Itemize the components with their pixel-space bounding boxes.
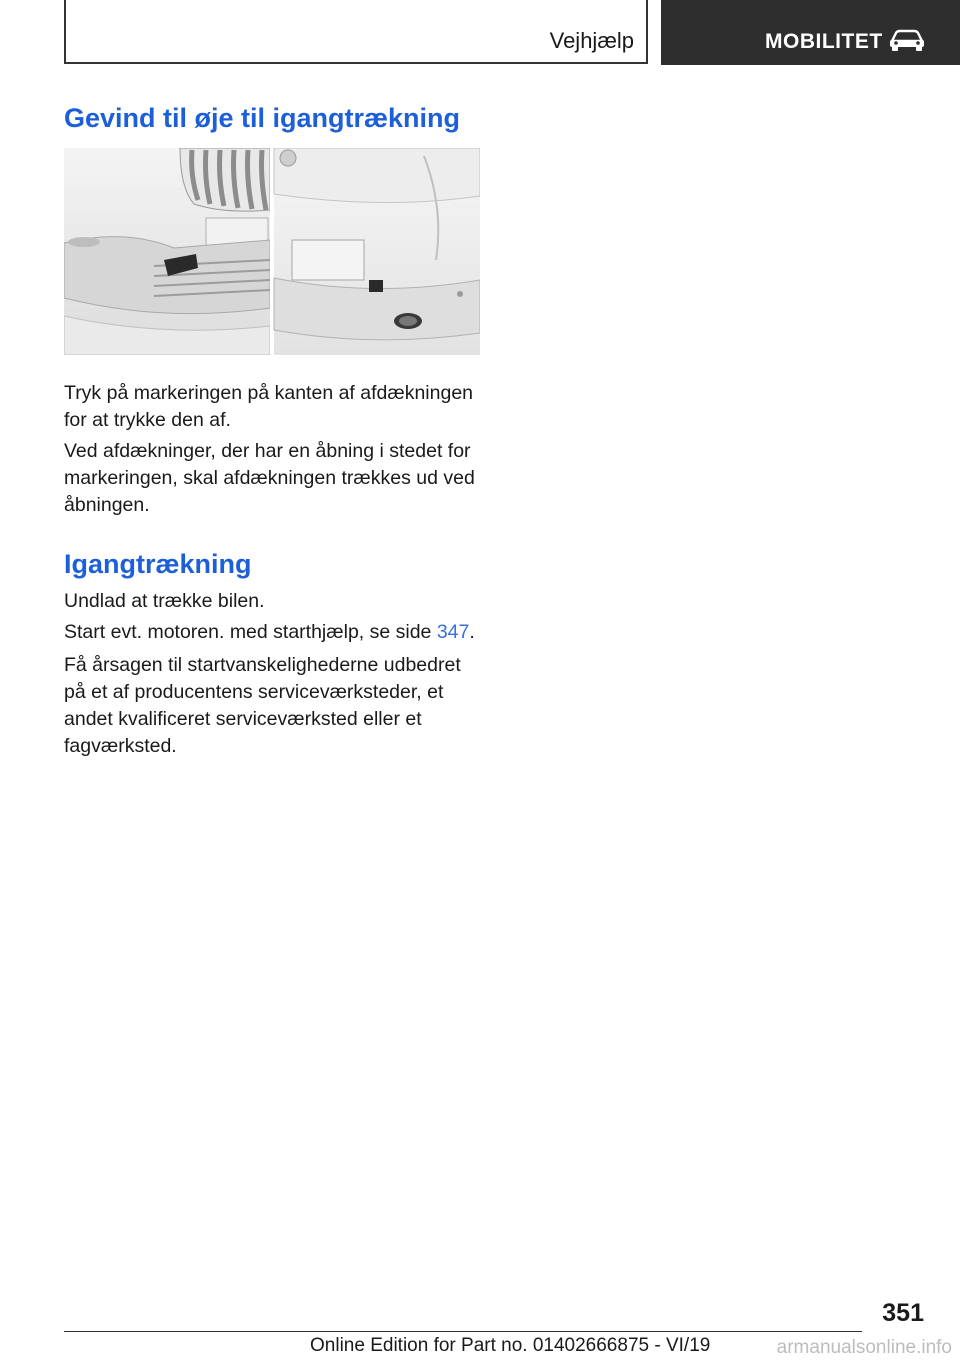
header-section-title: Vejhjælp xyxy=(549,28,634,53)
header-chapter-tab[interactable] xyxy=(661,0,960,65)
jump-start-suffix: . xyxy=(469,621,475,643)
section-title: Gevind til øje til igangtrækning xyxy=(64,103,461,133)
page-number: 351 xyxy=(882,1299,924,1327)
page-reference-link[interactable]: 347 xyxy=(436,621,470,643)
jump-start-paragraph xyxy=(64,619,484,646)
instruction-paragraph-1: Tryk på markeringen på kanten af afdækningen for at trykke den af. xyxy=(64,382,474,431)
subsection-title: Igangtrækning xyxy=(64,549,252,579)
footer-edition-text: Online Edition for Part no. 01402666875 - VI/19 xyxy=(310,1335,711,1356)
footer-divider xyxy=(64,1331,862,1332)
jump-start-text: Start evt. motoren. med starthjælp, se side xyxy=(64,621,437,643)
header-section-frame xyxy=(64,0,648,64)
repair-advice-paragraph: Få årsagen til startvanskelighederne udbedret på et af producentens serviceværksteder, et andet kvalificeret serviceværksted eller et fagværksted. xyxy=(64,654,461,757)
header-chapter-label: MOBILITET xyxy=(765,30,883,53)
watermark-text: armanualsonline.info xyxy=(776,1337,952,1358)
towing-eye-cover-illustration xyxy=(64,148,480,355)
instruction-paragraph-2: Ved afdækninger, der har en åbning i stedet for markeringen, skal afdækningen trækkes ud ved åbningen. xyxy=(64,440,475,516)
car-icon xyxy=(889,29,925,51)
towing-warning: Undlad at trække bilen. xyxy=(64,590,265,612)
